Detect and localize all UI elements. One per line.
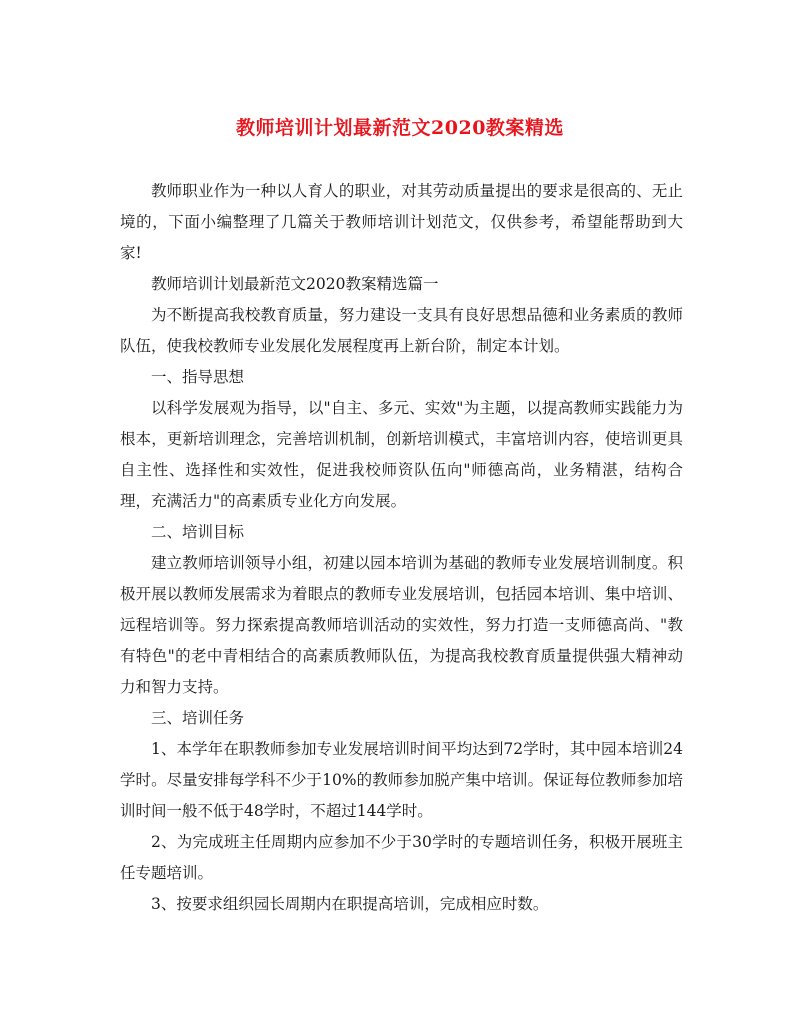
heading-training-goals: 二、培训目标 [151, 523, 245, 541]
section-subtitle: 教师培训计划最新范文2020教案精选篇一 [151, 275, 439, 293]
document-body [120, 176, 683, 920]
training-goals-paragraph: 建立教师培训领导小组，初建以园本培训为基础的教师专业发展培训制度。积极开展以教师发展需求为着眼点的教师专业发展培训，包括园本培训、集中培训、远程培训等。努力探索提高教师培训活动的实效性，努力打造一支师德高尚、"教有特色"的老中青相结合的高素质教师队伍，为提高我校教育质量提供强大精神动力和智力支持。 [120, 554, 683, 696]
task-item-1: 1、本学年在职教师参加专业发展培训时间平均达到72学时，其中园本培训24学时。尽量安排每学科不少于10%的教师参加脱产集中培训。保证每位教师参加培训时间一般不低于48学时，不超过144学时。 [120, 740, 683, 820]
heading-training-tasks: 三、培训任务 [151, 709, 245, 727]
task-item-2: 2、为完成班主任周期内应参加不少于30学时的专题培训任务，积极开展班主任专题培训。 [120, 833, 683, 882]
document-title: 教师培训计划最新范文2020教案精选 [236, 117, 564, 139]
task-item-3: 3、按要求组织园长周期内在职提高培训，完成相应时数。 [151, 895, 549, 913]
intro-paragraph: 教师职业作为一种以人育人的职业，对其劳动质量提出的要求是很高的、无止境的，下面小编整理了几篇关于教师培训计划范文，仅供参考，希望能帮助到大家! [120, 182, 683, 262]
guiding-ideology-paragraph: 以科学发展观为指导，以"自主、多元、实效"为主题，以提高教师实践能力为根本，更新培训理念，完善培训机制，创新培训模式，丰富培训内容，使培训更具自主性、选择性和实效性，促进我校师资队伍向"师德高尚，业务精湛，结构合理，充满活力"的高素质专业化方向发展。 [120, 399, 683, 510]
heading-guiding-ideology: 一、指导思想 [151, 368, 245, 386]
purpose-paragraph: 为不断提高我校教育质量，努力建设一支具有良好思想品德和业务素质的教师队伍，使我校教师专业发展化发展程度再上新台阶，制定本计划。 [120, 306, 683, 355]
